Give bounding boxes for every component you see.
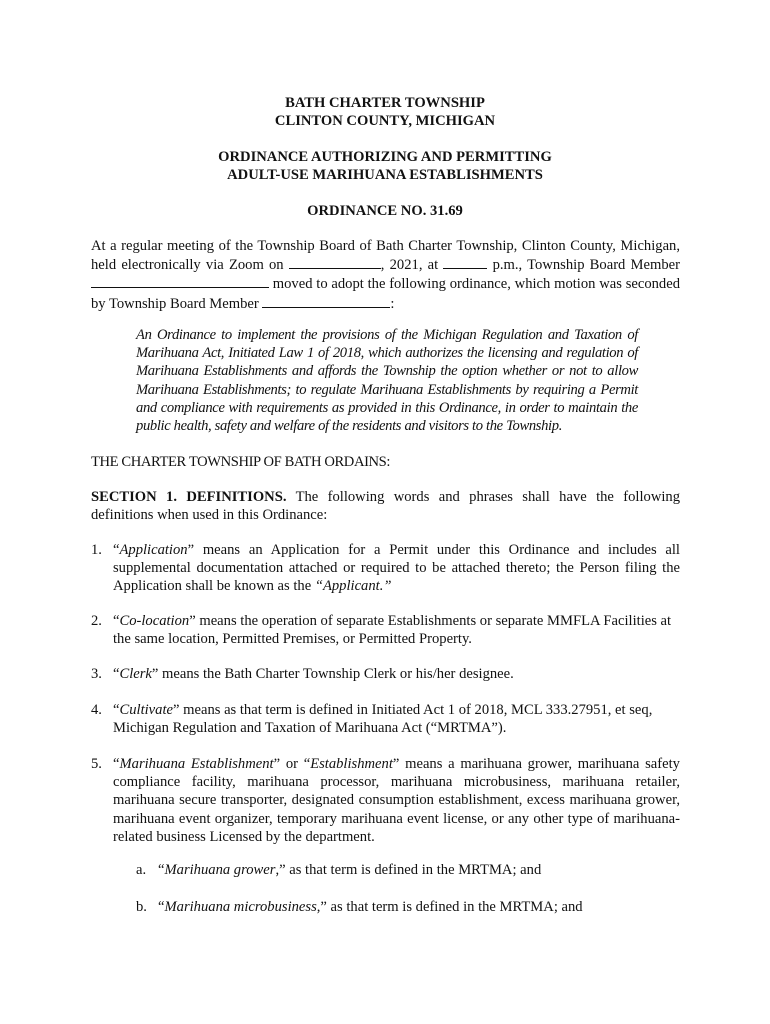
sub-item-term: Marihuana microbusiness	[164, 899, 317, 915]
open-quote: “	[113, 702, 120, 718]
definition-tail-term: “Applicant.”	[314, 578, 392, 595]
definition-item	[91, 612, 680, 648]
sub-item-letter: b.	[136, 899, 147, 915]
definition-number: 3.	[91, 666, 102, 682]
definition-connector: or “	[280, 756, 311, 772]
sub-item-text: ,” as that term is defined in the MRTMA; and	[275, 862, 542, 878]
definition-number: 5.	[91, 756, 102, 772]
seconder-blank	[262, 294, 390, 308]
definition-text: means an Application for a Permit under this Ordinance and includes all supplemental documentation attached or required to be attached thereto; the Person filing the Application shall be known as the	[113, 542, 680, 595]
time-blank	[443, 255, 487, 269]
sub-list-item	[136, 861, 680, 879]
title-line-2: ADULT-USE MARIHUANA ESTABLISHMENTS	[227, 167, 543, 184]
intro-text-1: At a regular meeting of the Township Board of Bath Charter Township, Clinton County, Michigan, held electronically via Zoom on	[91, 238, 680, 274]
mover-blank	[91, 274, 269, 288]
ordinance-title	[0, 148, 770, 184]
intro-text-4: moved to adopt the following ordinance, which motion was seconded by Township Board Member	[91, 276, 680, 312]
definition-item	[91, 541, 680, 596]
sub-list-item	[136, 898, 680, 916]
section-1-intro	[91, 488, 680, 524]
close-quote: ”	[273, 756, 281, 772]
ordinance-summary: An Ordinance to implement the provisions of the Michigan Regulation and Taxation of Marihuana Act, Initiated Law 1 of 2018, which authorizes the licensing and regulation of Marihuana Establishments and affords the Township the option whether or not to allow Marihuana Establishments; to regulate Marihuana Establishments by requiring a Permit and compliance with requirements as provided in this Ordinance, in order to maintain the public health, safety and welfare of the residents and visitors to the Township.	[136, 327, 638, 435]
sub-item-text: ,” as that term is defined in the MRTMA; and	[316, 899, 583, 915]
township-name: BATH CHARTER TOWNSHIP	[285, 95, 485, 111]
intro-text-3: p.m., Township Board Member	[492, 257, 680, 274]
close-quote: ”	[189, 613, 196, 629]
definition-term: Marihuana Establishment	[119, 756, 274, 772]
definition-term: Co-location	[119, 613, 190, 629]
ordains-statement: THE CHARTER TOWNSHIP OF BATH ORDAINS:	[91, 454, 391, 470]
open-quote: “	[158, 862, 165, 878]
open-quote: “	[113, 666, 120, 682]
sub-item-letter: a.	[136, 862, 147, 878]
open-quote: “	[113, 613, 120, 629]
definition-term-alt: Establishment	[310, 756, 393, 772]
close-quote: ”	[173, 702, 180, 718]
close-quote: ”	[187, 542, 195, 558]
definition-number: 4.	[91, 702, 102, 718]
sub-item-term: Marihuana grower	[164, 862, 276, 878]
date-blank	[289, 255, 381, 269]
open-quote: “	[113, 542, 120, 558]
open-quote: “	[158, 899, 165, 915]
definition-item	[91, 665, 680, 683]
definition-number: 1.	[91, 542, 102, 558]
definition-text: means the Bath Charter Township Clerk or his/her designee.	[158, 666, 514, 682]
title-line-1: ORDINANCE AUTHORIZING AND PERMITTING	[218, 149, 552, 165]
definition-text: means the operation of separate Establishments or separate MMFLA Facilities at the same location, Permitted Premises, or Permitted Property.	[113, 613, 672, 648]
open-quote: “	[113, 756, 120, 772]
section-1-text: The following words and phrases shall have the following definitions when used in this Ordinance:	[91, 489, 681, 524]
close-quote: ”	[392, 756, 400, 772]
definition-term: Clerk	[119, 666, 152, 682]
definition-text: means a marihuana grower, marihuana safety compliance facility, marihuana processor, marihuana microbusiness, marihuana retailer, marihuana secure transporter, designated consumption establishment, excess marihuana grower, marihuana event organizer, temporary marihuana event license, or any other type of marihuana-related business Licensed by the department.	[113, 756, 680, 845]
intro-paragraph	[91, 237, 680, 313]
county-name: CLINTON COUNTY, MICHIGAN	[274, 113, 496, 130]
ordinance-number: ORDINANCE NO. 31.69	[307, 203, 463, 219]
definition-number: 2.	[91, 613, 102, 629]
definition-term: Cultivate	[119, 702, 173, 718]
definition-item	[91, 701, 680, 737]
intro-text-5: :	[390, 295, 395, 312]
document-header	[0, 94, 770, 130]
section-1-heading: SECTION 1. DEFINITIONS.	[91, 489, 287, 505]
definition-text: means as that term is defined in Initiated Act 1 of 2018, MCL 333.27951, et seq, Michigan Regulation and Taxation of Marihuana Act (“MRTMA”).	[113, 702, 653, 737]
definition-term: Application	[119, 542, 188, 558]
close-quote: ”	[151, 666, 159, 682]
intro-text-2: , 2021, at	[380, 257, 439, 274]
definition-item	[91, 755, 680, 846]
